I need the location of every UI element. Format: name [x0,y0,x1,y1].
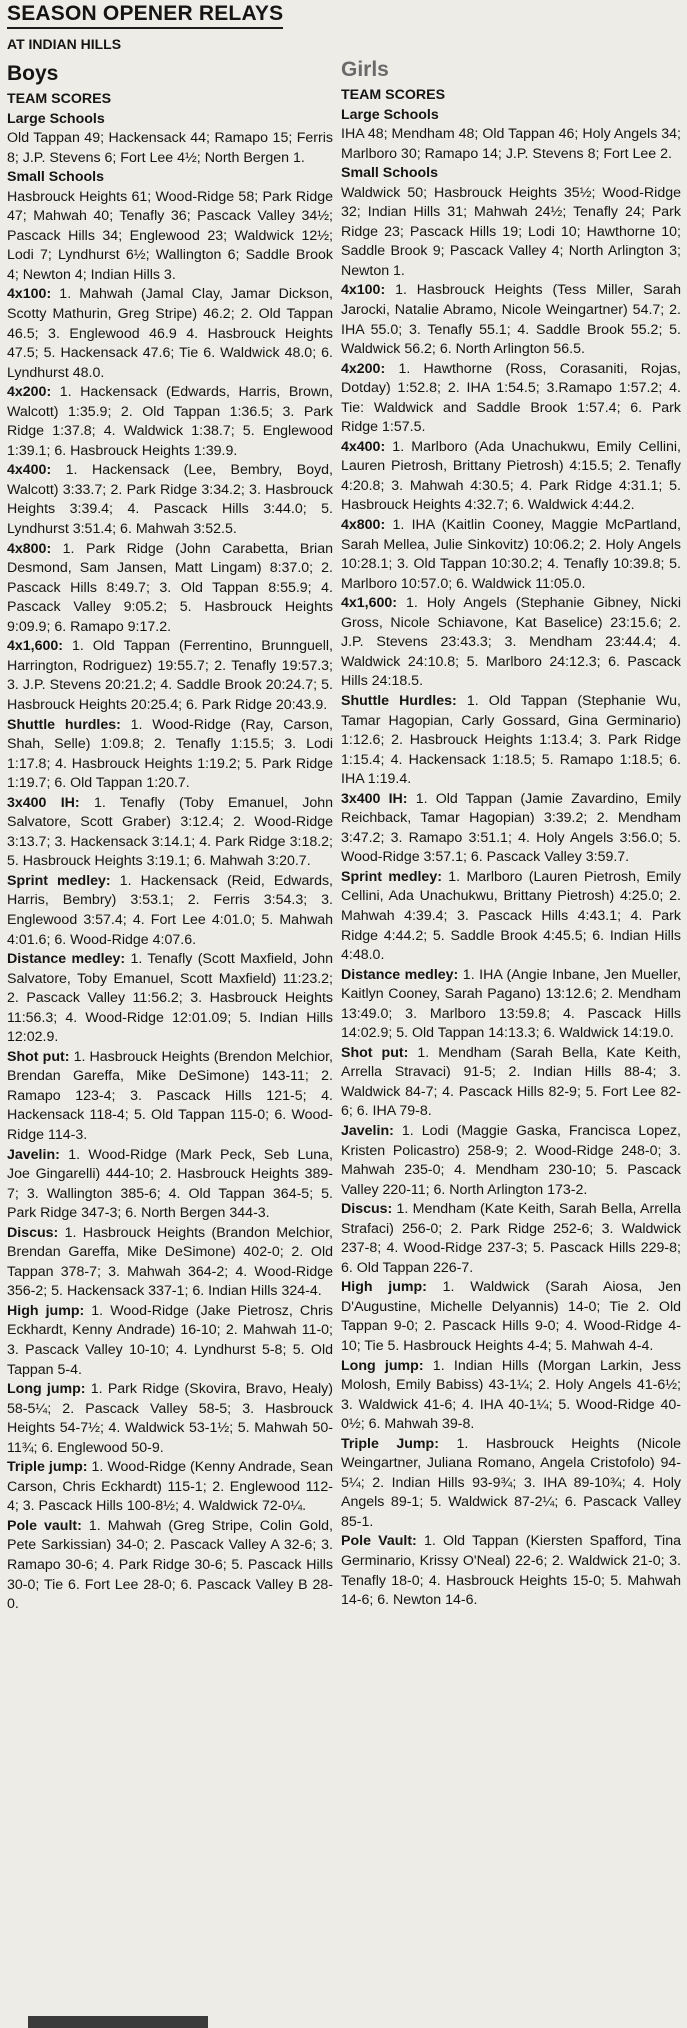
event-results-text: 1. Hasbrouck Heights (Tess Miller, Sarah Jarocki, Natalie Abramo, Nicole Weingartner) 54.7; 2. IHA 55.0; 3. Tenafly 55.1; 4. Saddle Brook 55.2; 5. Waldwick 56.2; 6. North Arlington 56.5. [341,282,681,358]
event-results-text: 1. Holy Angels (Stephanie Gibney, Nicki Gross, Nicole Schiavone, Kat Baselice) 23:15.6; 2. J.P. Stevens 23:43.3; 3. Mendham 23:44.4; 4. Waldwick 24:10.8; 5. Marlboro 24:12.3; 6. Pascack Hills 24:18.5. [341,595,681,690]
event-name: Pole Vault: [341,1533,417,1550]
girls-column [341,58,681,1611]
event-result [341,1357,681,1435]
event-name: Sprint medley: [341,868,442,885]
event-results-text: 1. Old Tappan (Jamie Zavardino, Emily Reichback, Tamar Hagopian) 3:39.2; 2. Mendham 3:47.2; 3. Ramapo 3:51.1; 4. Holy Angels 3:56.0; 5. Wood-Ridge 3:57.1; 6. Pascack Valley 3:59.7. [341,790,681,866]
event-name: Shuttle hurdles: [7,716,121,733]
event-name: Discus: [341,1201,393,1218]
boys-large-schools-label: Large Schools [7,110,105,127]
event-name: 4x1,600: [7,638,64,655]
event-results-text: 1. Old Tappan (Stephanie Wu, Tamar Hagopian, Carly Gossard, Gina Germinario) 1:12.6; 2. Hasbrouck Heights 1:13.4; 3. Park Ridge 1:15.4; 4. Hackensack 1:18.5; 5. Ramapo 1:18.5; 6. IHA 1:19.4. [341,692,681,788]
event-name: Distance medley: [341,966,459,983]
event-results-text: 1. Park Ridge (John Carabetta, Brian Desmond, Sam Jansen, Matt Lingam) 8:37.0; 2. Pascack Hills 8:49.7; 3. Old Tappan 8:55.9; 4. Pascack Valley 9:05.2; 5. Hasbrouck Heights 9:09.9; 6. Ramapo 9:17.2. [7,540,333,635]
event-results-text: 1. IHA (Kaitlin Cooney, Maggie McPartland, Sarah Mellea, Julie Sinkovitz) 10:06.2; 2. Holy Angels 10:28.1; 3. Old Tappan 10:30.2; 4. Tenafly 10:39.8; 5. Marlboro 10:57.0; 6. Waldwick 11:05.0. [341,517,681,592]
event-result [7,540,333,638]
event-name: High jump: [7,1302,85,1319]
event-result [341,281,681,359]
event-results-text: 1. Mendham (Sarah Bella, Kate Keith, Arrella Stravaci) 91-5; 2. Indian Hills 88-4; 3. Waldwick 84-7; 4. Pascack Hills 82-9; 5. Fort Lee 82-6; 6. IHA 79-8. [341,1044,682,1120]
event-results-text: 1. Old Tappan (Kiersten Spafford, Tina Germinario, Krissy O'Neal) 22-6; 2. Waldwick 21-0; 3. Tenafly 18-0; 4. Hasbrouck Heights 15-0; 5. Mahwah 14-6; 6. Newton 14-6. [341,1533,681,1609]
event-result [341,438,681,516]
event-result [7,950,333,1048]
event-results-text: 1. Lodi (Maggie Gaska, Francisca Lopez, Kristen Policastro) 258-9; 2. Wood-Ridge 248-0; 3. Mahwah 235-0; 4. Mendham 230-10; 5. Pascack Valley 220-11; 6. North Arlington 173-2. [341,1122,681,1198]
boys-small-schools-scores: Hasbrouck Heights 61; Wood-Ridge 58; Park Ridge 47; Mahwah 40; Tenafly 36; Pascack Valley 34½; Pascack Hills 34; Englewood 23; Waldwick 12½; Lodi 7; Lyndhurst 6½; Wallington 6; Saddle Brook 4; Newton 4; Indian Hills 3. [7,188,333,283]
event-result [7,1302,333,1380]
headline: SEASON OPENER RELAYS [7,2,283,29]
boys-small-schools-label: Small Schools [7,169,104,186]
event-result [341,1435,681,1533]
event-results-text: 1. Hasbrouck Heights (Brandon Melchior, Brendan Gareffa, Mike DeSimone) 402-0; 2. Old Tappan 378-7; 3. Mahwah 364-2; 4. Wood-Ridge 356-2; 5. Hackensack 337-1; 6. Indian Hills 324-4. [7,1224,333,1300]
event-result [341,868,681,966]
event-result [7,872,333,950]
event-results-text: 1. Wood-Ridge (Mark Peck, Seb Luna, Joe Gingarelli) 444-10; 2. Hasbrouck Heights 389-7; 3. Wallington 385-6; 4. Old Tappan 364-5; 5. Park Ridge 347-3; 6. North Bergen 344-3. [7,1146,333,1222]
girls-small-schools-scores: Waldwick 50; Hasbrouck Heights 35½; Wood-Ridge 32; Indian Hills 31; Mahwah 24½; Tenafly 24; Park Ridge 23; Pascack Hills 19; Lodi 10; Hawthorne 10; Saddle Brook 9; Pascack Valley 4; North Arlington 3; Newton 1. [341,184,681,279]
event-result [341,966,681,1044]
event-results-text: 1. Hackensack (Reid, Edwards, Harris, Bembry) 3:53.1; 2. Ferris 3:54.3; 3. Englewood 3:57.4; 4. Fort Lee 4:01.0; 5. Mahwah 4:01.6; 6. Wood-Ridge 4:07.6. [7,872,333,948]
event-result [7,1380,333,1458]
event-name: Triple Jump: [341,1435,439,1452]
event-result [7,461,333,539]
event-name: Javelin: [7,1146,60,1163]
event-result [341,1278,681,1356]
event-name: 4x200: [341,360,386,377]
event-result [341,1044,681,1122]
event-results-text: 1. Hawthorne (Ross, Corasaniti, Rojas, Dotday) 1:52.8; 2. IHA 1:54.5; 3.Ramapo 1:57.2; 4. Tie: Waldwick and Saddle Brook 1:57.4; 6. Park Ridge 1:57.5. [341,360,681,436]
event-name: 4x200: [7,384,52,401]
boys-team-scores-label: TEAM SCORES [7,91,112,107]
event-results-text: 1. Tenafly (Toby Emanuel, John Salvatore, Scott Graber) 3:12.4; 2. Wood-Ridge 3:13.7; 3. Hackensack 3:14.1; 4. Park Ridge 3:18.2; 5. Hasbrouck Heights 3:19.1; 6. Mahwah 3:20.7. [7,794,333,870]
event-name: 4x100: [7,286,52,303]
event-name: Shuttle Hurdles: [341,692,457,709]
event-result [341,594,681,692]
event-results-text: 1. Wood-Ridge (Kenny Andrade, Sean Carson, Chris Eckhardt) 115-1; 2. Englewood 112-4; 3. Pascack Hills 100-8½; 4. Waldwick 72-0¼. [7,1459,333,1515]
event-results-text: 1. Mahwah (Greg Stripe, Colin Gold, Pete Sarkissian) 34-0; 2. Pascack Valley A 32-6; 3. Ramapo 30-6; 4. Park Ridge 30-6; 5. Pascack Hills 30-0; Tie 6. Fort Lee 28-0; 6. Pascack Valley B 28-0. [7,1517,333,1613]
event-name: 3x400 IH: [341,790,408,807]
event-result [7,637,333,715]
event-result [7,794,333,872]
event-results-text: 1. Wood-Ridge (Jake Pietrosz, Chris Eckhardt, Kenny Andrade) 16-10; 2. Mahwah 11-0; 3. Pascack Valley 10-10; 4. Lyndhurst 5-8; 5. Old Tappan 5-4. [7,1302,334,1378]
event-name: 3x400 IH: [7,794,80,811]
event-name: Long jump: [341,1357,424,1374]
event-name: Shot put: [341,1044,409,1061]
event-name: Pole vault: [7,1517,82,1534]
event-name: Triple jump: [7,1459,88,1476]
event-result [341,790,681,868]
event-results-text: 1. Hackensack (Edwards, Harris, Brown, Walcott) 1:35.9; 2. Old Tappan 1:36.5; 3. Park Ridge 1:37.8; 4. Waldwick 1:38.7; 5. Englewood 1:39.1; 6. Hasbrouck Heights 1:39.9. [7,384,333,459]
event-result [341,692,681,790]
event-result [7,1048,333,1146]
event-result [7,1146,333,1224]
event-results-text: 1. Mendham (Kate Keith, Sarah Bella, Arrella Strafaci) 256-0; 2. Park Ridge 252-6; 3. Waldwick 237-8; 4. Wood-Ridge 237-3; 5. Pascack Hills 229-8; 6. Old Tappan 226-7. [341,1201,681,1276]
event-result [7,1517,333,1615]
event-name: Distance medley: [7,951,126,968]
girls-team-scores-label: TEAM SCORES [341,87,446,103]
event-results-text: 1. Waldwick (Sarah Aiosa, Jen D'Augustine, Michelle Delyannis) 14-0; Tie 2. Old Tappan 9-0; 2. Pascack Hills 9-0; 4. Wood-Ridge 4-10; Tie 5. Hasbrouck Heights 4-4; 5. Mahwah 4-4. [341,1279,682,1354]
event-results-text: 1. Old Tappan (Ferrentino, Brunnguell, Harrington, Rodriguez) 19:55.7; 2. Tenafly 19:57.3; 3. J.P. Stevens 20:21.2; 4. Saddle Brook 20:24.7; 5. Hasbrouck Heights 20:25.4; 6. Park Ridge 20:43.9. [7,638,333,713]
event-result [7,716,333,794]
event-results-text: 1. Wood-Ridge (Ray, Carson, Shah, Selle) 1:09.8; 2. Tenafly 1:15.5; 3. Lodi 1:17.8; 4. Hasbrouck Heights 1:19.2; 5. Park Ridge 1:19.7; 6. Old Tappan 1:20.7. [7,716,333,792]
event-results-text: 1. Mahwah (Jamal Clay, Jamar Dickson, Scotty Mathurin, Greg Stripe) 46.2; 2. Old Tappan 46.5; 3. Englewood 46.9 4. Hasbrouck Heights 47.5; 5. Hackensack 47.6; Tie 6. Waldwick 48.0; 6. Lyndhurst 48.0. [7,286,333,381]
event-results-text: 1. Hasbrouck Heights (Nicole Weingartner, Juliana Romano, Angela Cristofolo) 94-5¼; 2. Indian Hills 93-9¾; 3. IHA 89-10¾; 4. Holy Angels 89-1; 5. Waldwick 87-2¼; 6. Pascack Valley 85-1. [341,1435,681,1530]
event-result [341,1532,681,1610]
boys-large-schools-scores: Old Tappan 49; Hackensack 44; Ramapo 15; Ferris 8; J.P. Stevens 6; Fort Lee 4½; North Bergen 1. [7,130,333,166]
event-result [341,516,681,594]
event-name: 4x400: [341,438,386,455]
event-results-text: 1. Indian Hills (Morgan Larkin, Jess Molosh, Emily Babiss) 43-1¼; 2. Holy Angels 41-6½; 3. Waldwick 41-6; 4. IHA 40-1¼; 5. Wood-Ridge 40-0½; 6. Mahwah 39-8. [341,1357,681,1433]
event-results-text: 1. IHA (Angie Inbane, Jen Mueller, Kaitlyn Cooney, Sarah Pagano) 13:12.6; 2. Mendham 13:49.0; 3. Marlboro 13:59.8; 4. Pascack Hills 14:02.9; 5. Old Tappan 14:13.3; 6. Waldwick 14:19.0. [341,966,681,1042]
event-result [7,285,333,383]
girls-large-schools-scores: IHA 48; Mendham 48; Old Tappan 46; Holy Angels 34; Marlboro 30; Ramapo 14; J.P. Stevens 8; Fort Lee 2. [341,126,681,162]
girls-event-results [341,281,681,1610]
event-results-text: 1. Hackensack (Lee, Bembry, Boyd, Walcott) 3:33.7; 2. Park Ridge 3:34.2; 3. Hasbrouck Heights 3:39.4; 4. Pascack Hills 3:44.0; 5. Lyndhurst 3:51.4; 6. Mahwah 3:52.5. [7,462,333,538]
event-name: 4x800: [341,517,386,534]
boys-event-results [7,285,333,1614]
girls-title: Girls [341,58,389,81]
meet-location: AT INDIAN HILLS [7,36,122,52]
event-results-text: 1. Marlboro (Ada Unachukwu, Emily Cellini, Lauren Pietrosh, Brittany Pietrosh) 4:15.5; 2. Tenafly 4:20.8; 3. Mahwah 4:30.5; 4. Park Ridge 4:31.1; 5. Hasbrouck Heights 4:32.7; 6. Waldwick 4:44.2. [341,438,681,514]
event-name: 4x100: [341,282,386,299]
event-name: Shot put: [7,1048,70,1065]
event-result [7,1458,333,1517]
event-name: 4x800: [7,540,52,557]
event-results-text: 1. Hasbrouck Heights (Brendon Melchior, Brendan Gareffa, Mike DeSimone) 143-11; 2. Ramapo 123-4; 3. Pascack Hills 121-5; 4. Hackensack 118-4; 5. Old Tappan 115-0; 6. Wood-Ridge 114-3. [7,1048,333,1143]
event-results-text: 1. Tenafly (Scott Maxfield, John Salvatore, Toby Emanuel, Scott Maxfield) 11:23.2; 2. Pascack Valley 11:56.2; 3. Hasbrouck Heights 11:56.3; 4. Wood-Ridge 12:01.09; 5. Indian Hills 12:02.9. [7,951,334,1046]
event-name: Javelin: [341,1122,394,1139]
event-name: 4x400: [7,462,52,479]
boys-title: Boys [7,62,59,85]
event-result [341,1200,681,1278]
event-name: 4x1,600: [341,595,398,612]
event-result [341,1122,681,1200]
event-name: Sprint medley: [7,872,111,889]
event-name: High jump: [341,1279,427,1296]
event-result [7,383,333,461]
girls-large-schools-label: Large Schools [341,106,439,123]
event-results-text: 1. Park Ridge (Skovira, Bravo, Healy) 58-5¼; 2. Pascack Valley 58-5; 3. Hasbrouck Heights 54-7½; 4. Waldwick 53-1½; 5. Mahwah 50-11¾; 6. Englewood 50-9. [7,1381,333,1456]
event-name: Long jump: [7,1381,86,1398]
event-results-text: 1. Marlboro (Lauren Pietrosh, Emily Cellini, Ada Unachukwu, Brittany Pietrosh) 4:25.0; 2. Mahwah 4:39.4; 3. Pascack Hills 4:43.1; 4. Park Ridge 4:44.2; 5. Saddle Brook 4:45.5; 6. Indian Hills 4:48.0. [341,868,681,964]
event-result [341,360,681,438]
page-edge-bar [28,2016,208,2028]
event-result [7,1224,333,1302]
girls-small-schools-label: Small Schools [341,165,438,182]
boys-column [7,62,333,1615]
event-name: Discus: [7,1224,59,1241]
